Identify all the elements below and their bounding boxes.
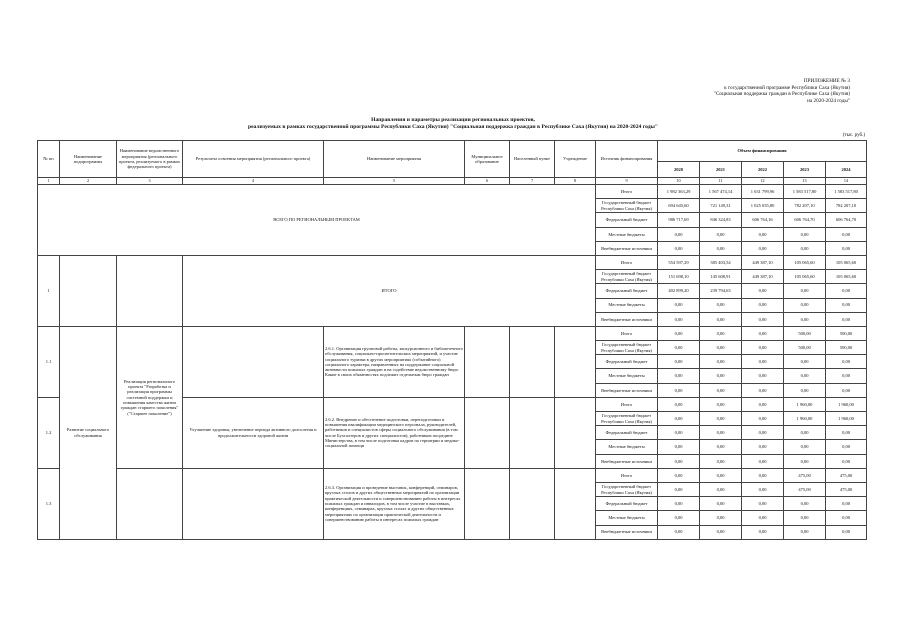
value-cell: 1 960,00 <box>784 397 826 411</box>
value-cell: 0,00 <box>826 383 867 397</box>
value-cell: 449 387,10 <box>742 255 784 269</box>
row-number: 1 <box>38 255 60 326</box>
column-number: 3 <box>117 178 183 185</box>
header-results: Результаты освоения мероприятия (регионального проекта) <box>183 141 324 178</box>
header-source: Источник финансирования <box>596 141 658 178</box>
value-cell: 0,00 <box>742 383 784 397</box>
value-cell: 0,00 <box>742 312 784 326</box>
value-cell: 105 065,60 <box>784 270 826 284</box>
header-year: 2020 <box>658 162 700 178</box>
value-cell: 0,00 <box>826 511 867 525</box>
value-cell: 0,00 <box>784 369 826 383</box>
value-cell: 0,00 <box>784 497 826 511</box>
value-cell: 0,00 <box>700 383 742 397</box>
header-year: 2022 <box>742 162 784 178</box>
value-cell: 0,00 <box>658 227 700 241</box>
source-cell: Местные бюджеты <box>596 440 658 454</box>
value-cell: 0,00 <box>826 284 867 298</box>
value-cell: 0,00 <box>658 412 700 426</box>
appendix-line: к государственной программе Республики Саха (Якутия) <box>724 84 850 91</box>
value-cell: 1 960,00 <box>826 397 867 411</box>
value-cell: 0,00 <box>784 383 826 397</box>
column-numbers-row <box>38 178 867 185</box>
activity-cell: 2.6.3. Организация и проведение выставок, конференций, семинаров, круглых столов и других общественных мероприятий по организации практической деятельности и совершенствованию работы в интересах пожилых граждан и инвалидов, в том числе участие в выставках, конференциях, семинарах, круглых столах и других общественных мероприятиях по организации практической деятельности и совершенствованию работы в интересах пожилых граждан <box>324 468 465 539</box>
value-cell: 0,00 <box>826 227 867 241</box>
source-cell: Местные бюджеты <box>596 298 658 312</box>
institution-cell <box>555 468 596 539</box>
unit-label: (тыс. руб.) <box>842 133 865 138</box>
column-number: 10 <box>658 178 700 185</box>
value-cell: 0,00 <box>742 227 784 241</box>
value-cell: 694 645,60 <box>658 199 700 213</box>
source-cell: Федеральный бюджет <box>596 213 658 227</box>
value-cell: 0,00 <box>742 440 784 454</box>
value-cell: 0,00 <box>826 426 867 440</box>
table-row <box>38 468 867 482</box>
value-cell: 1 583 517,80 <box>784 185 826 199</box>
value-cell: 0,00 <box>742 326 784 340</box>
value-cell: 0,00 <box>658 383 700 397</box>
value-cell: 239 794,63 <box>700 284 742 298</box>
header-settlement: Населенный пункт <box>510 141 555 178</box>
appendix-line: "Социальная поддержка граждан в Республике Саха (Якутия) <box>713 91 850 98</box>
value-cell: 0,00 <box>658 468 700 482</box>
header-activity: Наименование мероприятия <box>324 141 465 178</box>
value-cell: 846 324,83 <box>700 213 742 227</box>
value-cell: 782 207,10 <box>784 199 826 213</box>
value-cell: 500,00 <box>826 326 867 340</box>
value-cell: 0,00 <box>658 482 700 496</box>
source-cell: Федеральный бюджет <box>596 497 658 511</box>
column-number: 8 <box>555 178 596 185</box>
header-municipality: Муниципальное образование <box>465 141 510 178</box>
value-cell: 0,00 <box>784 298 826 312</box>
value-cell: 449 387,10 <box>742 270 784 284</box>
institution-cell <box>555 397 596 468</box>
value-cell: 0,00 <box>742 468 784 482</box>
value-cell: 0,00 <box>826 241 867 255</box>
value-cell: 0,00 <box>826 312 867 326</box>
source-cell: Государственный бюджет Республики Саха (Якутия) <box>596 482 658 496</box>
source-cell: Местные бюджеты <box>596 369 658 383</box>
source-cell: Внебюджетные источники <box>596 312 658 326</box>
results-cell: Улучшение здоровья, увеличение периода активного долголетия и продолжительности здоровой жизни <box>183 397 324 468</box>
value-cell: 0,00 <box>784 426 826 440</box>
value-cell: 1 025 035,80 <box>742 199 784 213</box>
header-institution: Учреждение <box>555 141 596 178</box>
header-event: Наименование ведомственного мероприятия (регионального проекта, реализуемого в рамках федерального проекта) <box>117 141 183 178</box>
column-number: 5 <box>324 178 465 185</box>
value-cell: 0,00 <box>700 497 742 511</box>
value-cell: 151 698,10 <box>658 270 700 284</box>
value-cell: 0,00 <box>742 369 784 383</box>
value-cell: 0,00 <box>784 440 826 454</box>
value-cell: 0,00 <box>826 298 867 312</box>
value-cell: 0,00 <box>742 397 784 411</box>
column-number: 13 <box>784 178 826 185</box>
source-cell: Федеральный бюджет <box>596 284 658 298</box>
value-cell: 0,00 <box>742 298 784 312</box>
value-cell: 0,00 <box>658 454 700 468</box>
source-cell: Государственный бюджет Республики Саха (Якутия) <box>596 412 658 426</box>
activity-cell: 2.6.1. Организация групповой работы, экскурсионного и библиотечного обслуживания, социально-просветительских мероприятий, и участие социального туризма в других мероприятиях (событийного) социального характера, направленных на поддержание социальной активности пожилых граждан и на содействие ведомственному бюро. Какие в своих обязанностях подлежит отдельным бюро граждан <box>324 326 465 397</box>
value-cell: 0,00 <box>658 355 700 369</box>
value-cell: 0,00 <box>700 454 742 468</box>
value-cell: 500,00 <box>826 341 867 355</box>
value-cell: 0,00 <box>784 525 826 539</box>
source-cell: Местные бюджеты <box>596 511 658 525</box>
source-cell: Государственный бюджет Республики Саха (Якутия) <box>596 270 658 284</box>
value-cell: 0,00 <box>784 227 826 241</box>
value-cell: 782 207,10 <box>826 199 867 213</box>
settlement-cell <box>510 326 555 397</box>
value-cell: 0,00 <box>784 511 826 525</box>
empty-cell <box>117 468 183 539</box>
empty-cell <box>183 326 324 397</box>
source-cell: Федеральный бюджет <box>596 426 658 440</box>
table-row <box>38 185 867 199</box>
row-number: 1.2 <box>38 397 60 468</box>
empty-cell <box>117 255 183 326</box>
source-cell: Внебюджетные источники <box>596 383 658 397</box>
settlement-cell <box>510 468 555 539</box>
value-cell: 0,00 <box>742 497 784 511</box>
column-number: 9 <box>596 178 658 185</box>
value-cell: 0,00 <box>826 355 867 369</box>
row-number: 1.3 <box>38 468 60 539</box>
value-cell: 0,00 <box>784 241 826 255</box>
value-cell: 0,00 <box>700 227 742 241</box>
value-cell: 402 899,20 <box>658 284 700 298</box>
value-cell: 500,00 <box>784 326 826 340</box>
value-cell: 0,00 <box>700 525 742 539</box>
value-cell: 0,00 <box>742 284 784 298</box>
value-cell: 1 982 363,29 <box>658 185 700 199</box>
value-cell: 0,00 <box>826 369 867 383</box>
value-cell: 0,00 <box>742 426 784 440</box>
source-cell: Государственный бюджет Республики Саха (Якутия) <box>596 341 658 355</box>
source-cell: Итого <box>596 185 658 199</box>
source-cell: Федеральный бюджет <box>596 355 658 369</box>
value-cell: 0,00 <box>658 312 700 326</box>
value-cell: 1 631 799,96 <box>742 185 784 199</box>
appendix-line: на 2020-2024 годы" <box>807 97 850 104</box>
header-subprogram: Наименование подпрограммы <box>60 141 117 178</box>
value-cell: 475,00 <box>784 468 826 482</box>
value-cell: 0,00 <box>700 355 742 369</box>
municipality-cell <box>465 326 510 397</box>
source-cell: Местные бюджеты <box>596 227 658 241</box>
value-cell: 0,00 <box>784 284 826 298</box>
value-cell: 0,00 <box>658 511 700 525</box>
institution-cell <box>555 326 596 397</box>
value-cell: 0,00 <box>784 454 826 468</box>
value-cell: 0,00 <box>658 326 700 340</box>
project-cell: Реализация регионального проекта "Разработка и реализация программы системной поддержки и повышения качества жизни граждан старшего поколения" ("Старшее поколение") <box>117 326 183 468</box>
appendix-line: ПРИЛОЖЕНИЕ № 3 <box>803 78 850 84</box>
activity-cell: 2.6.2. Внедрение и обеспечение подготовки, переподготовки и повышения квалификации медицинского персонала, руководителей, работников и специалистов сферы социального обслуживания (в том числе Бухгалтеров и других специалистов), работников посредине Министерства, в том числе подготовка кадров по гериатрии и медико-социальной помощи <box>324 397 465 468</box>
table-row <box>38 326 867 340</box>
appendix-block <box>560 78 850 104</box>
value-cell: 0,00 <box>742 525 784 539</box>
grand-total-label: ВСЕГО ПО РЕГИОНАЛЬНЫМ ПРОЕКТАМ <box>38 185 596 256</box>
value-cell: 145 608,91 <box>700 270 742 284</box>
value-cell: 105 065,60 <box>826 270 867 284</box>
row-number: 1.1 <box>38 326 60 397</box>
value-cell: 0,00 <box>742 482 784 496</box>
value-cell: 0,00 <box>742 454 784 468</box>
group-total-label: ИТОГО <box>183 255 596 326</box>
value-cell: 0,00 <box>700 511 742 525</box>
value-cell: 0,00 <box>658 369 700 383</box>
value-cell: 0,00 <box>700 440 742 454</box>
value-cell: 0,00 <box>742 511 784 525</box>
column-number: 4 <box>183 178 324 185</box>
settlement-cell <box>510 397 555 468</box>
header-year: 2021 <box>700 162 742 178</box>
empty-cell <box>183 468 324 539</box>
value-cell: 0,00 <box>658 426 700 440</box>
value-cell: 0,00 <box>742 341 784 355</box>
value-cell: 500,00 <box>784 341 826 355</box>
value-cell: 0,00 <box>658 440 700 454</box>
value-cell: 0,00 <box>700 369 742 383</box>
value-cell: 0,00 <box>784 312 826 326</box>
header-funding: Объем финансирования <box>658 141 867 162</box>
source-cell: Государственный бюджет Республики Саха (Якутия) <box>596 199 658 213</box>
source-cell: Итого <box>596 468 658 482</box>
header-year: 2023 <box>784 162 826 178</box>
value-cell: 1 567 474,14 <box>700 185 742 199</box>
value-cell: 0,00 <box>826 440 867 454</box>
value-cell: 1 960,00 <box>784 412 826 426</box>
municipality-cell <box>465 397 510 468</box>
value-cell: 0,00 <box>700 412 742 426</box>
value-cell: 0,00 <box>826 454 867 468</box>
source-cell: Итого <box>596 326 658 340</box>
value-cell: 0,00 <box>700 482 742 496</box>
value-cell: 0,00 <box>658 497 700 511</box>
value-cell: 721 149,31 <box>700 199 742 213</box>
funding-table <box>37 140 867 540</box>
column-number: 1 <box>38 178 60 185</box>
value-cell: 0,00 <box>784 355 826 369</box>
value-cell: 606 764,70 <box>784 213 826 227</box>
value-cell: 606 764,70 <box>826 213 867 227</box>
value-cell: 105 065,60 <box>826 255 867 269</box>
value-cell: 475,00 <box>826 468 867 482</box>
value-cell: 0,00 <box>700 241 742 255</box>
value-cell: 0,00 <box>742 355 784 369</box>
value-cell: 0,00 <box>700 397 742 411</box>
column-number: 11 <box>700 178 742 185</box>
value-cell: 554 597,29 <box>658 255 700 269</box>
value-cell: 0,00 <box>658 241 700 255</box>
value-cell: 0,00 <box>700 312 742 326</box>
value-cell: 0,00 <box>742 241 784 255</box>
municipality-cell <box>465 468 510 539</box>
value-cell: 0,00 <box>826 525 867 539</box>
source-cell: Внебюджетные источники <box>596 454 658 468</box>
value-cell: 0,00 <box>742 412 784 426</box>
value-cell: 0,00 <box>700 341 742 355</box>
source-cell: Итого <box>596 397 658 411</box>
column-number: 7 <box>510 178 555 185</box>
source-cell: Внебюджетные источники <box>596 241 658 255</box>
column-number: 2 <box>60 178 117 185</box>
value-cell: 0,00 <box>658 341 700 355</box>
value-cell: 0,00 <box>658 298 700 312</box>
column-number: 14 <box>826 178 867 185</box>
value-cell: 475,00 <box>826 482 867 496</box>
value-cell: 0,00 <box>700 426 742 440</box>
value-cell: 0,00 <box>700 326 742 340</box>
document-title-line1: Направления и параметры реализации региональных проектов, <box>371 117 535 123</box>
source-cell: Внебюджетные источники <box>596 525 658 539</box>
value-cell: 0,00 <box>700 298 742 312</box>
value-cell: 1 960,00 <box>826 412 867 426</box>
value-cell: 475,00 <box>784 482 826 496</box>
header-num: № пп <box>38 141 60 178</box>
header-year: 2024 <box>826 162 867 178</box>
empty-cell <box>60 255 117 326</box>
value-cell: 385 403,54 <box>700 255 742 269</box>
value-cell: 0,00 <box>658 525 700 539</box>
value-cell: 105 065,60 <box>784 255 826 269</box>
value-cell: 606 764,16 <box>742 213 784 227</box>
value-cell: 0,00 <box>658 397 700 411</box>
source-cell: Итого <box>596 255 658 269</box>
subprogram-cell: Развитие социального обслуживания <box>60 326 117 539</box>
document-title-line2: реализуемых в рамках государственной программы Республики Саха (Якутия) "Социальная поддержка граждан в Республике Саха (Якутия) на 2020-2024 годы" <box>247 124 659 130</box>
value-cell: 0,00 <box>826 497 867 511</box>
value-cell: 1 583 517,80 <box>826 185 867 199</box>
value-cell: 986 717,69 <box>658 213 700 227</box>
value-cell: 0,00 <box>700 468 742 482</box>
column-number: 6 <box>465 178 510 185</box>
table-row <box>38 255 867 269</box>
column-number: 12 <box>742 178 784 185</box>
